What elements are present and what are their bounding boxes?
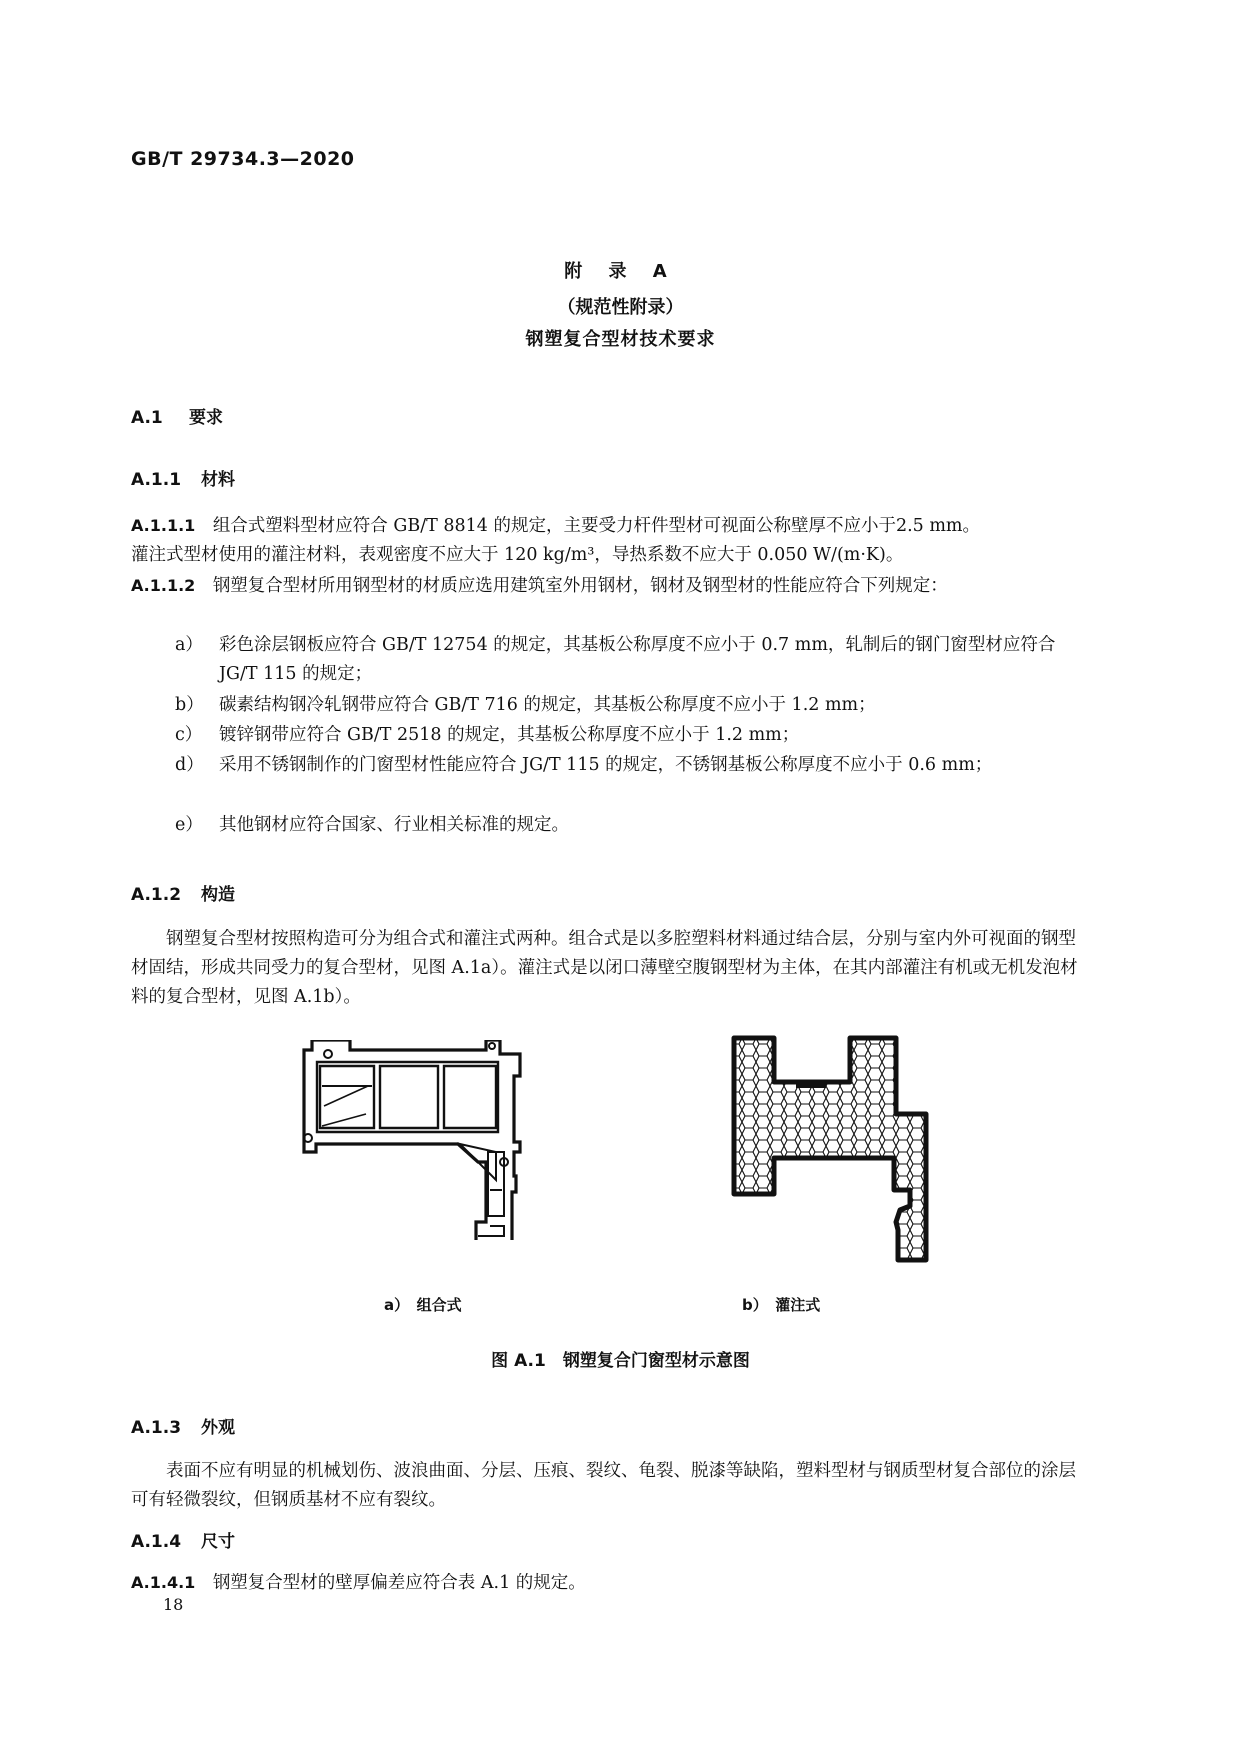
clause-number: A.1.1.1: [131, 516, 196, 535]
list-marker: c）: [175, 725, 203, 745]
clause-text-line2: 灌注式型材使用的灌注材料，表观密度不应大于 120 kg/m³，导热系数不应大于 0.050 W/(m·K)。: [131, 545, 904, 565]
foam-fill: [734, 1038, 926, 1260]
figure-name: 组合式: [416, 1296, 462, 1314]
section-a12-heading: [131, 880, 235, 905]
section-a14-heading: [131, 1527, 235, 1552]
list-item: [175, 811, 1095, 840]
list-item: [175, 691, 1095, 720]
clause-text: 钢塑复合型材所用钢型材的材质应选用建筑室外用钢材，钢材及钢型材的性能应符合下列规定：: [212, 576, 948, 596]
clause-text: 钢塑复合型材的壁厚偏差应符合表 A.1 的规定。: [212, 1573, 586, 1593]
figure-a-composite-profile: [290, 1040, 540, 1240]
section-a11-heading: [131, 465, 235, 490]
thermal-break-block: [796, 1080, 826, 1088]
figure-name: 灌注式: [775, 1296, 821, 1314]
clause-number: A.1.1.2: [131, 576, 196, 595]
page-number: 18: [163, 1595, 184, 1614]
list-text: 采用不锈钢制作的门窗型材性能应符合 JG/T 115 的规定，不锈钢基板公称厚度不应小于 0.6 mm；: [219, 755, 993, 775]
list-item: [175, 721, 1095, 750]
appendix-name: 钢塑复合型材技术要求: [525, 329, 716, 350]
list-text: 镀锌钢带应符合 GB/T 2518 的规定，其基板公称厚度不应小于 1.2 mm；: [219, 725, 800, 745]
section-number: A.1: [131, 408, 163, 428]
list-marker: d）: [175, 755, 204, 775]
section-number: A.1.3: [131, 1418, 182, 1438]
figure-label: a）: [384, 1296, 402, 1314]
section-title: 材料: [201, 470, 235, 490]
section-a1-heading: [131, 403, 223, 428]
list-item: [175, 631, 1095, 689]
clause-number: A.1.4.1: [131, 1573, 196, 1592]
list-text: 其他钢材应符合国家、行业相关标准的规定。: [219, 815, 569, 835]
figure-b-foam-filled-profile: [728, 1032, 938, 1272]
section-number: A.1.2: [131, 885, 182, 905]
figure-b-caption: [742, 1294, 820, 1315]
figure-label: b）: [742, 1296, 761, 1314]
section-a13-heading: [131, 1413, 235, 1438]
section-title: 外观: [201, 1418, 235, 1438]
list-text: 彩色涂层钢板应符合 GB/T 12754 的规定，其基板公称厚度不应小于 0.7 mm，轧制后的钢门窗型材应符合 JG/T 115 的规定；: [219, 635, 1056, 684]
list-marker: a）: [175, 635, 203, 655]
section-title: 尺寸: [201, 1532, 235, 1552]
list-marker: e）: [175, 815, 203, 835]
figure-title: 图 A.1 钢塑复合门窗型材示意图: [491, 1351, 750, 1371]
section-title: 要求: [189, 408, 223, 428]
appearance-paragraph: 表面不应有明显的机械划伤、波浪曲面、分层、压痕、裂纹、龟裂、脱漆等缺陷，塑料型材与钢质型材复合部位的涂层可有轻微裂纹，但钢质基材不应有裂纹。: [131, 1461, 1076, 1510]
section-number: A.1.4: [131, 1532, 182, 1552]
standard-code: GB/T 29734.3—2020: [131, 148, 355, 170]
construction-paragraph: 钢塑复合型材按照构造可分为组合式和灌注式两种。组合式是以多腔塑料材料通过结合层，分别与室内外可视面的钢型材固结，形成共同受力的复合型材，见图 A.1a）。灌注式是以闭口薄壁空腹钢型材为主体，在其内部灌注有机或无机发泡材料的复合型材，见图 A.1b）。: [131, 929, 1078, 1007]
list-item: [175, 751, 1095, 780]
clause-a141: [131, 1568, 1091, 1598]
figure-a-caption: [384, 1294, 462, 1315]
section-number: A.1.1: [131, 470, 182, 490]
list-text: 碳素结构钢冷轧钢带应符合 GB/T 716 的规定，其基板公称厚度不应小于 1.2 mm；: [219, 695, 876, 715]
clause-a111: [131, 511, 1091, 570]
clause-text-line1: 组合式塑料型材应符合 GB/T 8814 的规定，主要受力杆件型材可视面公称壁厚不应小于2.5 mm。: [212, 516, 981, 536]
appendix-kind: （规范性附录）: [557, 297, 684, 318]
list-marker: b）: [175, 695, 204, 715]
appendix-title: 附 录 A: [564, 261, 677, 282]
section-title: 构造: [201, 885, 235, 905]
clause-a112: [131, 571, 1091, 601]
